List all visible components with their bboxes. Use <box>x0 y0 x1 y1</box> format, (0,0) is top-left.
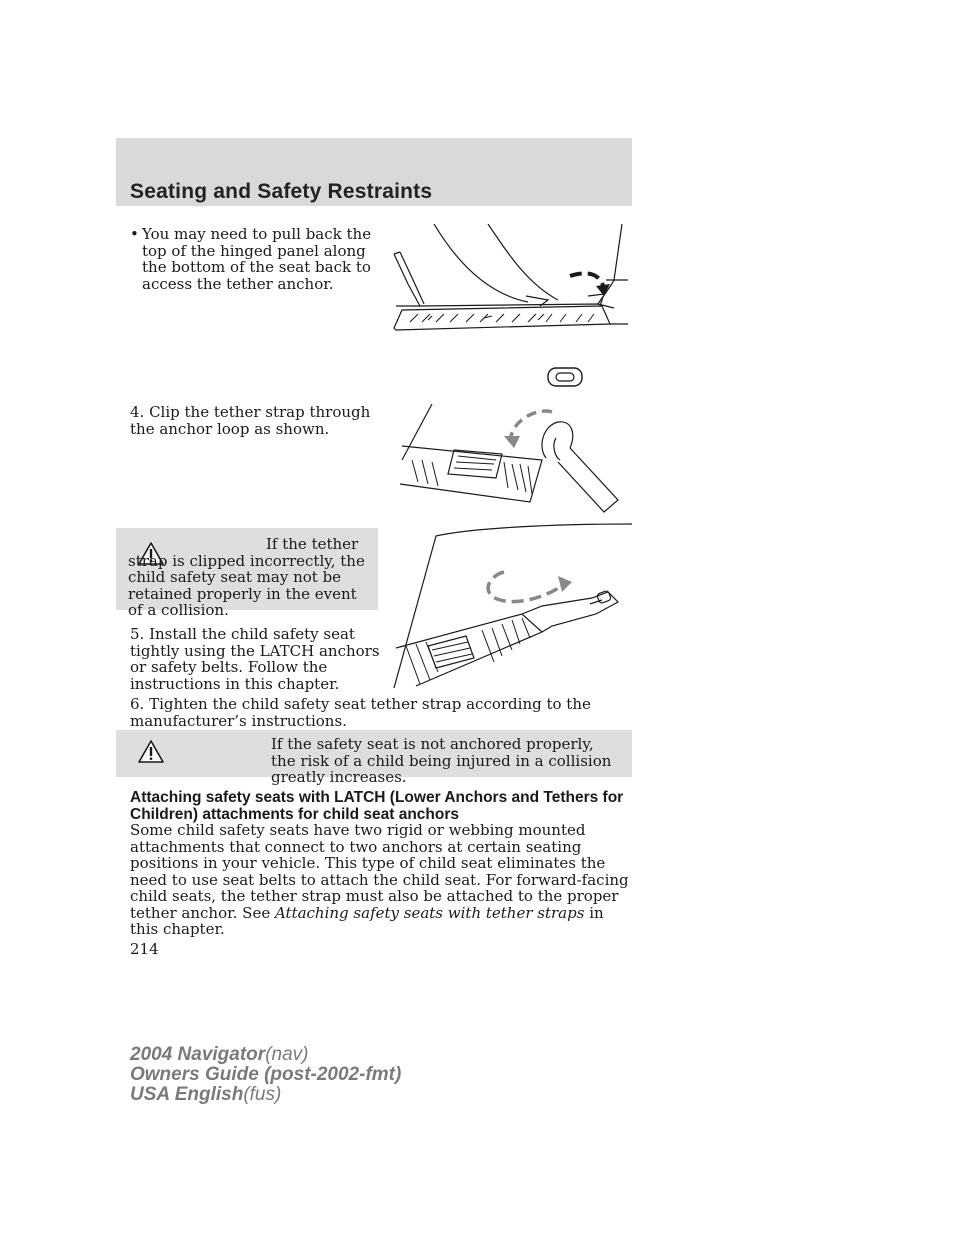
document-footer <box>130 1045 401 1105</box>
step-4-text: 4. Clip the tether strap through the anchor loop as shown. <box>130 403 371 438</box>
warning-box-tether <box>116 528 378 619</box>
seat-panel-illustration <box>388 224 632 392</box>
latch-body-text: Some child safety seats have two rigid or webbing mounted attachments that connect to two anchors at certain seating positions in your vehicle. This type of child seat eliminates the need to use seat belts to attach the child seat. For forward-facing child seats, the tether strap must also be attached to the proper tether anchor. See <box>130 821 629 922</box>
tether-clip-illustration <box>392 402 632 514</box>
footer-language-code: (fus) <box>243 1084 282 1105</box>
section-heading-latch: Attaching safety seats with LATCH (Lower Anchors and Tethers for Children) attachments for child seat anchors <box>130 789 624 823</box>
footer-model-code: (nav) <box>265 1044 309 1065</box>
warning-box-anchored <box>116 730 632 786</box>
bullet-text: You may need to pull back the top of the hinged panel along the bottom of the seat back to access the tether anchor. <box>142 225 372 293</box>
bullet-symbol: • <box>130 225 139 243</box>
footer-language: USA English <box>130 1084 244 1105</box>
warning-text-tether: If the tether strap is clipped incorrectly, the child safety seat may not be retained properly in the event of a collision. <box>128 535 365 619</box>
footer-model: 2004 Navigator <box>130 1044 266 1065</box>
tether-tighten-illustration <box>392 522 634 692</box>
latch-paragraph <box>130 822 635 938</box>
step-6-text: 6. Tighten the child safety seat tether strap according to the manufacturer’s instructions. <box>130 695 591 730</box>
page-number: 214 <box>130 940 159 958</box>
warning-triangle-icon <box>138 740 164 763</box>
warning-text-anchored: If the safety seat is not anchored properly, the risk of a child being injured in a collision greatly increases. <box>271 735 612 786</box>
page-title: Seating and Safety Restraints <box>130 180 433 203</box>
step-5-text: 5. Install the child safety seat tightly using the LATCH anchors or safety belts. Follow the instructions in this chapter. <box>130 625 380 693</box>
bullet-instruction <box>130 226 380 292</box>
latch-body-end: in this chapter. <box>130 903 604 938</box>
cross-reference: Attaching safety seats with tether straps <box>274 903 585 922</box>
footer-guide: Owners Guide (post-2002-fmt) <box>130 1064 402 1085</box>
